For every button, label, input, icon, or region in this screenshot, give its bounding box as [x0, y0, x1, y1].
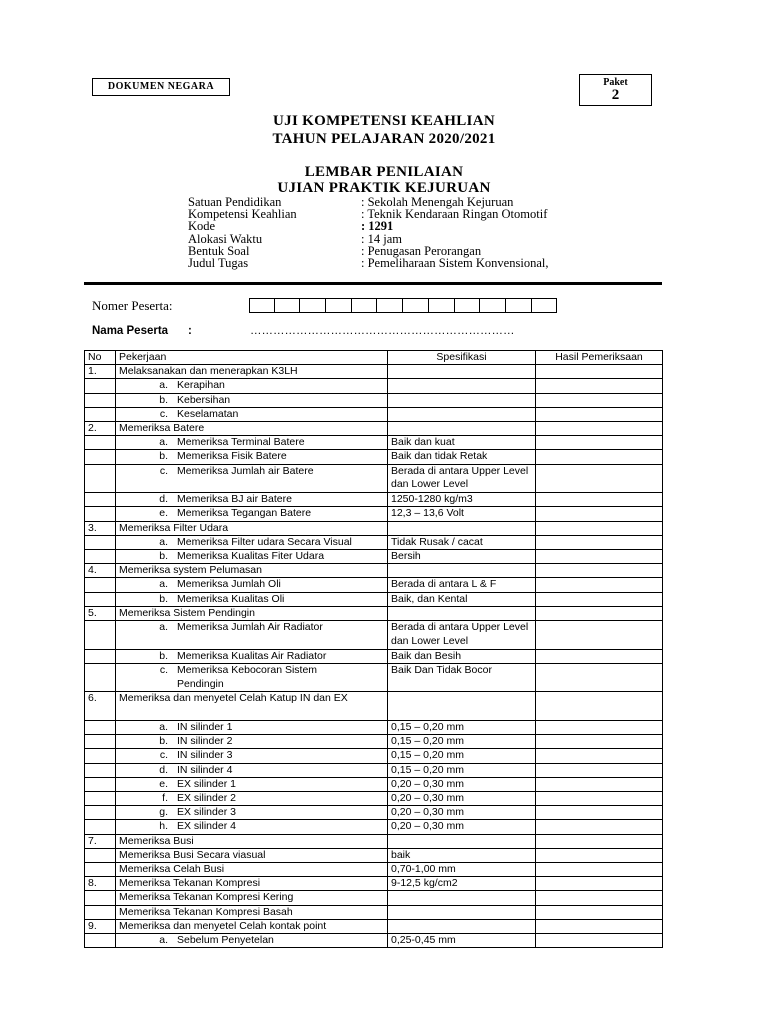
row-no: 8. [85, 877, 116, 891]
row-result-cell[interactable] [536, 550, 663, 564]
table-row [85, 606, 663, 620]
row-task: Memeriksa dan menyetel Celah Katup IN dan EX [116, 692, 388, 721]
table-row [85, 877, 663, 891]
nama-peserta-colon: : [188, 325, 192, 337]
row-task [116, 649, 388, 663]
row-result-cell[interactable] [536, 564, 663, 578]
info-block [188, 196, 548, 269]
row-no [85, 649, 116, 663]
info-row [188, 220, 548, 232]
row-letter: b. [159, 649, 168, 662]
row-task: Memeriksa Filter Udara [116, 521, 388, 535]
row-task-text: EX silinder 1 [177, 777, 236, 790]
table-row [85, 507, 663, 521]
row-spec: 0,20 – 0,30 mm [388, 806, 536, 820]
row-no [85, 535, 116, 549]
row-spec: 0,70-1,00 mm [388, 863, 536, 877]
row-result-cell[interactable] [536, 891, 663, 905]
row-task-text: Keselamatan [177, 407, 239, 420]
nama-peserta-label: Nama Peserta [92, 325, 169, 337]
row-no: 5. [85, 606, 116, 620]
row-letter: a. [159, 934, 168, 947]
divider [84, 282, 662, 285]
row-no [85, 735, 116, 749]
table-row [85, 749, 663, 763]
row-spec: 0,20 – 0,30 mm [388, 792, 536, 806]
row-letter: b. [159, 450, 168, 463]
row-task: Memeriksa Sistem Pendingin [116, 606, 388, 620]
row-task-text: EX silinder 3 [177, 806, 236, 819]
nomer-box[interactable] [326, 298, 352, 313]
row-task-text: Memeriksa Fisik Batere [177, 450, 287, 463]
row-task-text: IN silinder 3 [177, 749, 233, 762]
row-task [116, 663, 388, 692]
row-letter: b. [159, 550, 168, 563]
row-task [116, 578, 388, 592]
row-spec [388, 422, 536, 436]
info-key: Satuan Pendidikan [188, 195, 282, 209]
nomer-box[interactable] [249, 298, 275, 313]
row-no [85, 407, 116, 421]
row-letter: a. [159, 578, 168, 591]
info-value: : Penugasan Perorangan [361, 243, 482, 258]
row-task: Memeriksa Batere [116, 422, 388, 436]
row-spec: Baik dan Besih [388, 649, 536, 663]
table-row [85, 422, 663, 436]
table-row [85, 578, 663, 592]
table-row [85, 721, 663, 735]
row-letter: g. [159, 806, 168, 819]
row-letter: a. [159, 621, 168, 634]
nomer-peserta-label: Nomer Peserta: [92, 298, 173, 313]
paket-label: Paket [603, 77, 628, 88]
row-result-cell[interactable] [536, 535, 663, 549]
nomer-box[interactable] [275, 298, 301, 313]
title-line1: UJI KOMPETENSI KEAHLIAN [273, 113, 495, 129]
row-spec [388, 379, 536, 393]
row-task [116, 806, 388, 820]
nomer-box[interactable] [506, 298, 532, 313]
header-no: No [85, 351, 116, 365]
row-spec [388, 606, 536, 620]
row-no [85, 507, 116, 521]
row-result-cell[interactable] [536, 877, 663, 891]
row-task [116, 379, 388, 393]
row-task: Memeriksa Celah Busi [116, 863, 388, 877]
table-row [85, 592, 663, 606]
table-row [85, 436, 663, 450]
row-spec: 0,15 – 0,20 mm [388, 721, 536, 735]
info-value: : Sekolah Menengah Kejuruan [361, 195, 514, 209]
row-result-cell[interactable] [536, 735, 663, 749]
row-spec: Tidak Rusak / cacat [388, 535, 536, 549]
table-row [85, 663, 663, 692]
row-result-cell[interactable] [536, 721, 663, 735]
nomer-box[interactable] [455, 298, 481, 313]
row-result-cell[interactable] [536, 436, 663, 450]
nama-peserta-field[interactable]: …………………………………………………………… [250, 325, 515, 337]
row-task-text: Kebersihan [177, 393, 231, 406]
row-task-text: IN silinder 1 [177, 721, 233, 734]
paket-number: 2 [611, 87, 620, 103]
row-task-text: Kerapihan [177, 379, 225, 392]
info-value: : 1291 [361, 219, 394, 234]
row-spec: Baik, dan Kental [388, 592, 536, 606]
row-task [116, 464, 388, 493]
row-no [85, 464, 116, 493]
row-no: 1. [85, 365, 116, 379]
row-result-cell[interactable] [536, 393, 663, 407]
table-row [85, 934, 663, 948]
row-result-cell[interactable] [536, 379, 663, 393]
row-letter: h. [159, 820, 168, 833]
info-key: Bentuk Soal [188, 243, 250, 258]
row-task-text: Memeriksa Terminal Batere [177, 436, 305, 449]
table-row [85, 763, 663, 777]
row-result-cell[interactable] [536, 493, 663, 507]
row-letter: c. [159, 749, 168, 762]
table-row [85, 848, 663, 862]
row-spec: 0,20 – 0,30 mm [388, 820, 536, 834]
row-task-text: Memeriksa Kebocoran Sistem Pendingin [177, 663, 318, 690]
row-spec: Berada di antara Upper Level dan Lower Level [388, 464, 536, 493]
row-spec: 0,15 – 0,20 mm [388, 763, 536, 777]
table-row [85, 792, 663, 806]
row-result-cell[interactable] [536, 763, 663, 777]
row-no [85, 436, 116, 450]
row-spec: 0,20 – 0,30 mm [388, 777, 536, 791]
nomer-box[interactable] [480, 298, 506, 313]
row-result-cell[interactable] [536, 806, 663, 820]
row-task [116, 934, 388, 948]
row-task: Memeriksa Busi [116, 834, 388, 848]
row-result-cell[interactable] [536, 848, 663, 862]
row-result-cell[interactable] [536, 863, 663, 877]
row-no [85, 663, 116, 692]
row-task [116, 450, 388, 464]
row-task-text: Memeriksa Jumlah Air Radiator [177, 621, 323, 634]
row-no: 6. [85, 692, 116, 721]
row-no [85, 763, 116, 777]
row-result-cell[interactable] [536, 507, 663, 521]
row-task: Memeriksa Tekanan Kompresi [116, 877, 388, 891]
row-no [85, 393, 116, 407]
row-no [85, 493, 116, 507]
row-spec: 0,25-0,45 mm [388, 934, 536, 948]
row-spec [388, 521, 536, 535]
paket-box [579, 74, 652, 106]
nomer-box[interactable] [532, 298, 558, 313]
row-spec [388, 905, 536, 919]
nomer-box[interactable] [429, 298, 455, 313]
row-letter: c. [159, 407, 168, 420]
row-no [85, 450, 116, 464]
row-no [85, 806, 116, 820]
row-letter: a. [159, 535, 168, 548]
title-line2: TAHUN PELAJARAN 2020/2021 [272, 131, 496, 147]
row-no [85, 578, 116, 592]
row-result-cell[interactable] [536, 820, 663, 834]
table-row [85, 365, 663, 379]
row-spec [388, 692, 536, 721]
table-row [85, 621, 663, 650]
row-result-cell[interactable] [536, 834, 663, 848]
nama-peserta-row [92, 325, 515, 337]
row-spec: Berada di antara Upper Level dan Lower Level [388, 621, 536, 650]
row-result-cell[interactable] [536, 663, 663, 692]
row-task [116, 507, 388, 521]
row-letter: b. [159, 592, 168, 605]
row-result-cell[interactable] [536, 422, 663, 436]
table-row [85, 521, 663, 535]
row-task [116, 592, 388, 606]
row-no [85, 863, 116, 877]
row-task-text: EX silinder 4 [177, 820, 236, 833]
row-spec: Baik dan kuat [388, 436, 536, 450]
row-task: Memeriksa dan menyetel Celah kontak point [116, 919, 388, 933]
row-result-cell[interactable] [536, 649, 663, 663]
table-row [85, 450, 663, 464]
row-spec: baik [388, 848, 536, 862]
header-pekerjaan: Pekerjaan [116, 351, 388, 365]
row-no [85, 621, 116, 650]
row-result-cell[interactable] [536, 450, 663, 464]
table-row [85, 806, 663, 820]
table-row [85, 393, 663, 407]
row-task-text: Sebelum Penyetelan [177, 934, 274, 947]
row-task [116, 621, 388, 650]
row-result-cell[interactable] [536, 621, 663, 650]
row-letter: f. [162, 792, 168, 805]
row-result-cell[interactable] [536, 578, 663, 592]
info-row [188, 257, 548, 269]
assessment-table [84, 350, 663, 948]
row-spec [388, 891, 536, 905]
table-row [85, 464, 663, 493]
header-spesifikasi: Spesifikasi [388, 351, 536, 365]
row-task-text: Memeriksa Jumlah air Batere [177, 464, 314, 477]
row-no [85, 749, 116, 763]
table-row [85, 777, 663, 791]
row-spec: 12,3 – 13,6 Volt [388, 507, 536, 521]
nomer-box[interactable] [300, 298, 326, 313]
row-spec [388, 407, 536, 421]
nomer-box[interactable] [403, 298, 429, 313]
nomer-peserta-boxes[interactable] [249, 298, 557, 313]
row-task [116, 792, 388, 806]
row-task [116, 777, 388, 791]
row-no: 2. [85, 422, 116, 436]
row-task-text: Memeriksa Kualitas Air Radiator [177, 649, 327, 662]
row-no [85, 891, 116, 905]
info-key: Kode [188, 219, 216, 234]
row-task [116, 550, 388, 564]
row-letter: c. [159, 464, 168, 477]
row-task [116, 535, 388, 549]
row-task: Memeriksa Busi Secara viasual [116, 848, 388, 862]
table-row [85, 820, 663, 834]
row-spec: Bersih [388, 550, 536, 564]
row-task-text: IN silinder 4 [177, 763, 233, 776]
row-result-cell[interactable] [536, 777, 663, 791]
row-result-cell[interactable] [536, 792, 663, 806]
table-row [85, 535, 663, 549]
row-task [116, 436, 388, 450]
row-letter: e. [159, 507, 168, 520]
table-row [85, 834, 663, 848]
row-spec: 1250-1280 kg/m3 [388, 493, 536, 507]
row-result-cell[interactable] [536, 934, 663, 948]
row-result-cell[interactable] [536, 606, 663, 620]
table-row [85, 649, 663, 663]
info-value: : Teknik Kendaraan Ringan Otomotif [361, 207, 548, 222]
row-task [116, 393, 388, 407]
header-hasil: Hasil Pemeriksaan [536, 351, 663, 365]
info-key: Alokasi Waktu [188, 231, 263, 246]
row-spec: 9-12,5 kg/cm2 [388, 877, 536, 891]
title-line4: UJIAN PRAKTIK KEJURUAN [277, 180, 491, 196]
info-value: : 14 jam [361, 231, 402, 246]
row-spec [388, 919, 536, 933]
info-key: Kompetensi Keahlian [188, 207, 297, 222]
row-no: 3. [85, 521, 116, 535]
info-row [188, 233, 548, 245]
table-row [85, 550, 663, 564]
row-result-cell[interactable] [536, 692, 663, 721]
table-row [85, 407, 663, 421]
row-task [116, 407, 388, 421]
row-task: Memeriksa system Pelumasan [116, 564, 388, 578]
row-task [116, 735, 388, 749]
row-task-text: Memeriksa BJ air Batere [177, 493, 292, 506]
table-row [85, 905, 663, 919]
row-letter: b. [159, 735, 168, 748]
row-task: Melaksanakan dan menerapkan K3LH [116, 365, 388, 379]
row-no: 7. [85, 834, 116, 848]
table-row [85, 919, 663, 933]
row-task: Memeriksa Tekanan Kompresi Kering [116, 891, 388, 905]
row-task-text: EX silinder 2 [177, 792, 236, 805]
row-result-cell[interactable] [536, 407, 663, 421]
row-letter: e. [159, 777, 168, 790]
row-letter: d. [159, 763, 168, 776]
row-result-cell[interactable] [536, 905, 663, 919]
row-result-cell[interactable] [536, 749, 663, 763]
row-no [85, 820, 116, 834]
table-header-row [85, 351, 663, 365]
row-no: 4. [85, 564, 116, 578]
row-task-text: IN silinder 2 [177, 735, 233, 748]
nomer-box[interactable] [377, 298, 403, 313]
row-no [85, 905, 116, 919]
row-result-cell[interactable] [536, 521, 663, 535]
row-letter: c. [159, 663, 168, 676]
row-letter: a. [159, 436, 168, 449]
table-row [85, 891, 663, 905]
row-task [116, 763, 388, 777]
row-spec: Baik dan tidak Retak [388, 450, 536, 464]
row-no [85, 792, 116, 806]
row-letter: a. [159, 721, 168, 734]
row-no [85, 934, 116, 948]
row-no [85, 379, 116, 393]
row-no [85, 777, 116, 791]
row-spec: Baik Dan Tidak Bocor [388, 663, 536, 692]
row-task-text: Memeriksa Filter udara Secara Visual [177, 535, 352, 548]
row-task-text: Memeriksa Jumlah Oli [177, 578, 281, 591]
row-no: 9. [85, 919, 116, 933]
row-spec [388, 365, 536, 379]
table-row [85, 735, 663, 749]
row-spec [388, 393, 536, 407]
row-result-cell[interactable] [536, 464, 663, 493]
row-task [116, 721, 388, 735]
row-task-text: Memeriksa Tegangan Batere [177, 507, 312, 520]
row-task: Memeriksa Tekanan Kompresi Basah [116, 905, 388, 919]
table-row [85, 863, 663, 877]
row-result-cell[interactable] [536, 592, 663, 606]
row-result-cell[interactable] [536, 919, 663, 933]
row-task-text: Memeriksa Kualitas Oli [177, 592, 285, 605]
row-spec [388, 564, 536, 578]
row-letter: b. [159, 393, 168, 406]
row-result-cell[interactable] [536, 365, 663, 379]
row-spec [388, 834, 536, 848]
row-spec: 0,15 – 0,20 mm [388, 735, 536, 749]
table-row [85, 379, 663, 393]
row-letter: a. [159, 379, 168, 392]
document-label: DOKUMEN NEGARA [92, 78, 230, 96]
nomer-box[interactable] [352, 298, 378, 313]
row-task [116, 820, 388, 834]
table-row [85, 493, 663, 507]
row-no [85, 592, 116, 606]
row-no [85, 550, 116, 564]
table-row [85, 564, 663, 578]
row-task [116, 749, 388, 763]
row-spec: Berada di antara L & F [388, 578, 536, 592]
row-no [85, 848, 116, 862]
row-no [85, 721, 116, 735]
row-spec: 0,15 – 0,20 mm [388, 749, 536, 763]
row-task-text: Memeriksa Kualitas Fiter Udara [177, 550, 325, 563]
table-row [85, 692, 663, 721]
info-key: Judul Tugas [188, 255, 249, 270]
title-line3: LEMBAR PENILAIAN [304, 164, 464, 180]
row-task [116, 493, 388, 507]
row-letter: d. [159, 493, 168, 506]
info-value: : Pemeliharaan Sistem Konvensional, [361, 255, 549, 270]
